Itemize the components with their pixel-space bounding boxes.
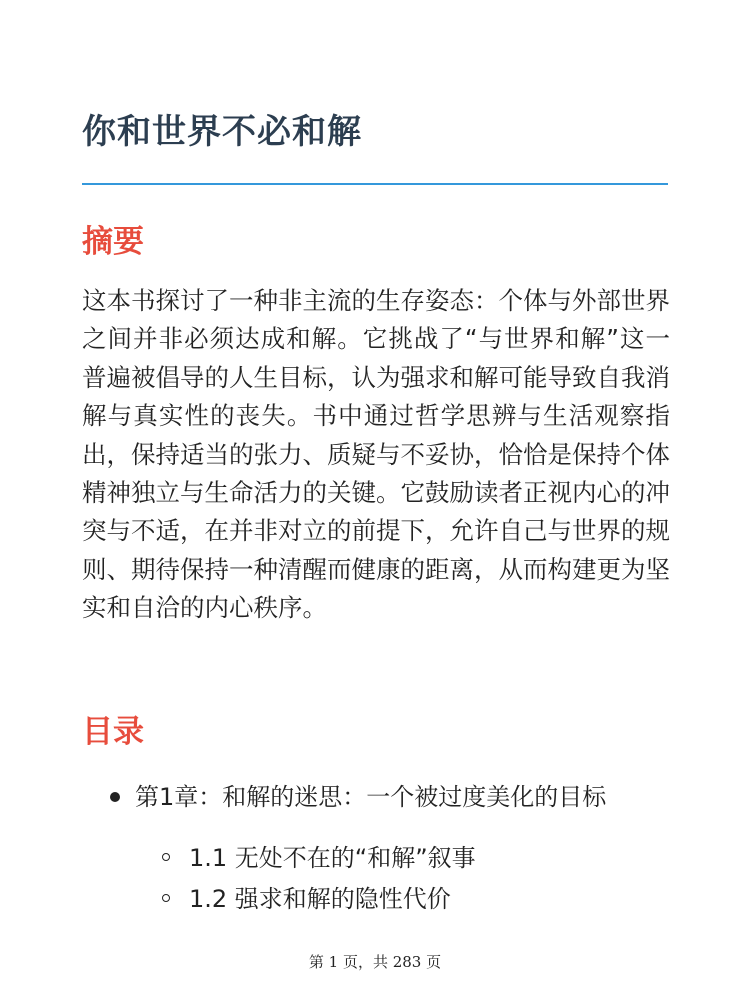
page-number-footer: 第 1 页，共 283 页 [308, 953, 442, 971]
bullet-disc-icon [110, 792, 120, 802]
toc-section-label: 1.2 强求和解的隐性代价 [189, 885, 451, 913]
title-divider [82, 183, 668, 185]
toc-heading: 目录 [82, 714, 144, 750]
bullet-circle-icon [162, 853, 170, 861]
summary-paragraph: 这本书探讨了一种非主流的生存姿态：个体与外部世界之间并非必须达成和解。它挑战了“与世界和解”这一普遍被倡导的人生目标，认为强求和解可能导致自我消解与真实性的丧失。书中通过哲学思辨与生活观察指出，保持适当的张力、质疑与不妥协，恰恰是保持个体精神独立与生命活力的关键。它鼓励读者正视内心的冲突与不适，在并非对立的前提下，允许自己与世界的规则、期待保持一种清醒而健康的距离，从而构建更为坚实和自洽的内心秩序。 [82, 286, 670, 623]
bullet-circle-icon [162, 894, 170, 902]
toc-chapter-list [108, 780, 606, 814]
summary-heading: 摘要 [82, 224, 144, 260]
toc-chapter-item[interactable] [108, 780, 606, 814]
toc-section-item[interactable] [160, 879, 476, 920]
toc-chapter-label: 第1章：和解的迷思：一个被过度美化的目标 [135, 783, 607, 811]
book-title: 你和世界不必和解 [82, 112, 362, 152]
toc-section-label: 1.1 无处不在的“和解”叙事 [189, 844, 476, 872]
toc-section-item[interactable] [160, 838, 476, 879]
toc-section-list [160, 838, 476, 920]
